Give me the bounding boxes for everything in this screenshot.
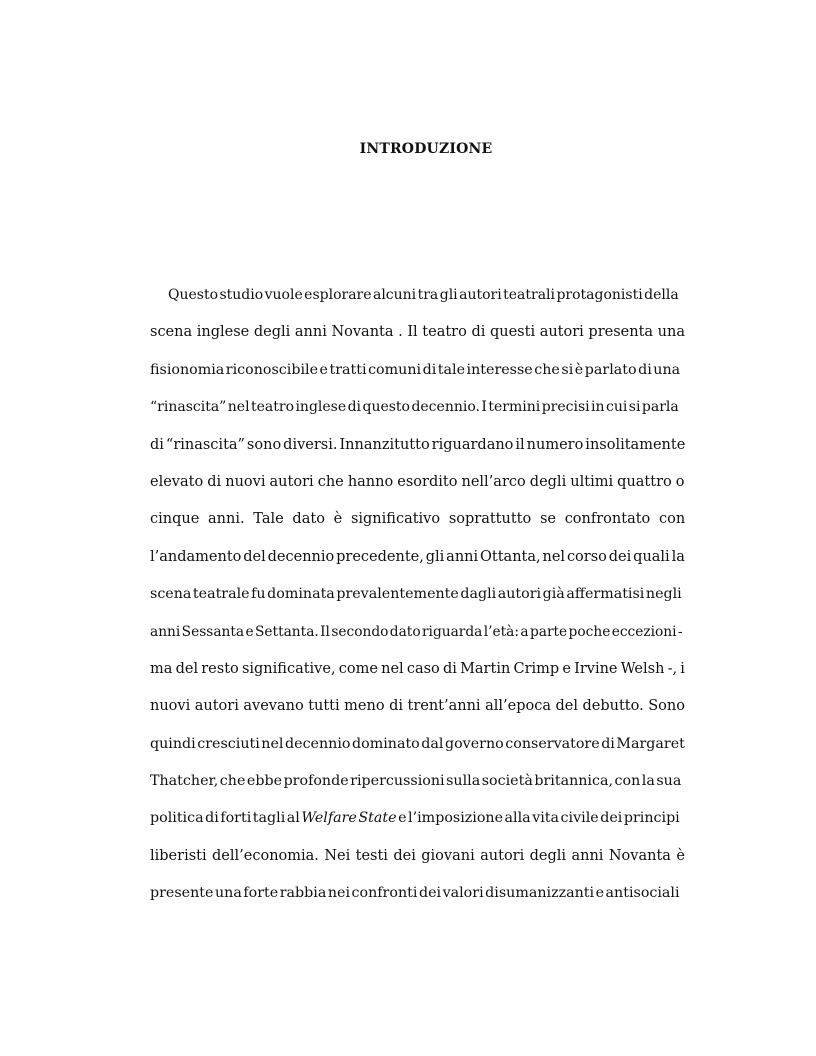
text-line: cinque anni. Tale dato è significativo soprattutto se confrontato con <box>150 511 686 528</box>
text-line: presente una forte rabbia nei confronti dei valori disumanizzanti e antisociali <box>150 885 680 902</box>
italic-term: Welfare State <box>301 810 397 827</box>
text-line: quindi cresciuti nel decennio dominato dal governo conservatore di Margaret <box>150 735 685 752</box>
text-line: ma del resto significative, come nel caso di Martin Crimp e Irvine Welsh -, i <box>150 660 685 677</box>
text-line: scena inglese degli anni Novanta . Il teatro di questi autori presenta una <box>150 324 685 341</box>
text-line: scena teatrale fu dominata prevalentemente dagli autori già affermatisi negli <box>150 586 682 603</box>
text-line: nuovi autori avevano tutti meno di trent’anni all’epoca del debutto. Sono <box>150 698 685 715</box>
text-line: fisionomia riconoscibile e tratti comuni di tale interesse che si è parlato di una <box>150 361 681 378</box>
page-title: INTRODUZIONE <box>359 141 493 157</box>
body-paragraph <box>150 284 685 920</box>
text-run: e l’imposizione alla vita civile dei principi <box>396 810 680 827</box>
text-line: l’andamento del decennio precedente, gli anni Ottanta, nel corso dei quali la <box>150 548 685 565</box>
text-line: Questo studio vuole esplorare alcuni tra gli autori teatrali protagonisti della <box>168 287 679 303</box>
text-run: politica di forti tagli al <box>150 810 302 827</box>
text-line: anni Sessanta e Settanta. Il secondo dato riguarda l’età: a parte poche eccezioni - <box>150 623 683 640</box>
text-line-with-italic <box>150 807 685 844</box>
text-line: liberisti dell’economia. Nei testi dei giovani autori degli anni Novanta è <box>150 847 685 864</box>
text-line: elevato di nuovi autori che hanno esordito nell’arco degli ultimi quattro o <box>150 473 685 490</box>
text-line: di “rinascita” sono diversi. Innanzitutto riguardano il numero insolitamente <box>150 436 686 453</box>
text-line: “rinascita” nel teatro inglese di questo decennio. I termini precisi in cui si parla <box>150 399 679 416</box>
text-line: Thatcher, che ebbe profonde ripercussioni sulla società britannica, con la sua <box>150 773 682 790</box>
